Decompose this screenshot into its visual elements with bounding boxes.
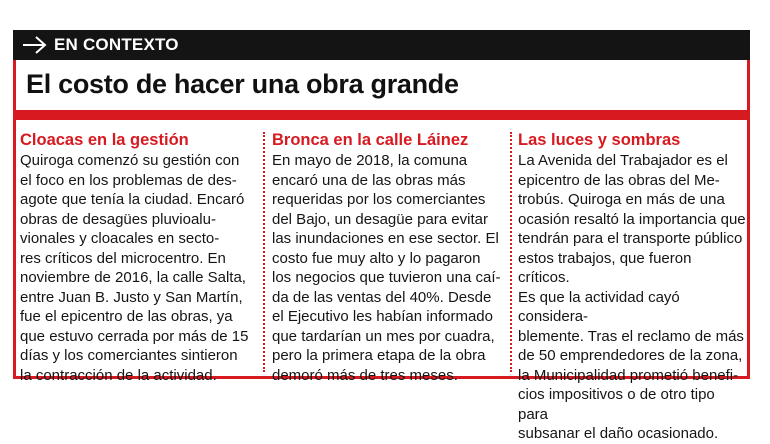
column-separator <box>510 132 512 372</box>
red-divider <box>16 110 747 120</box>
section-tag-label: EN CONTEXTO <box>54 35 179 54</box>
column-cloacas <box>20 130 260 385</box>
column-title: Las luces y sombras <box>518 131 681 149</box>
arrow-right-icon <box>22 34 48 56</box>
column-separator <box>263 132 265 372</box>
column-body: En mayo de 2018, la comuna encaró una de las obras más requeridas por los comerciantes del Bajo, un desagüe para evitar las inundaciones en ese sector. El costo fue muy alto y lo pagaron los negocios que tuvieron una caí- da de las ventas del 40%. Desde el Ejecutivo les habían informado que tardarían un mes por cuadra, pero la primera etapa de la obra demoró más de tres meses. <box>272 152 501 384</box>
column-title: Bronca en la calle Láinez <box>272 131 469 149</box>
column-title: Cloacas en la gestión <box>20 131 189 149</box>
column-lainez <box>272 130 510 385</box>
headline: El costo de hacer una obra grande <box>26 69 459 99</box>
column-body: Quiroga comenzó su gestión con el foco en los problemas de des- agote que tenía la ciudad. Encaró obras de desagües pluvioalu- vionales y cloacales en secto- res críticos del microcentro. En noviembre de 2016, la calle Salta, entre Juan B. Justo y San Martín, fue el epicentro de las obras, ya que estuvo cerrada por más de 15 días y los comerciantes sintieron la contracción de la actividad. <box>20 152 249 384</box>
column-luces-sombras <box>518 130 746 444</box>
column-body: La Avenida del Trabajador es el epicentro de las obras del Me- trobús. Quiroga en más de una ocasión resaltó la importancia que tendrán para el transporte público estos trabajos, que fueron críticos. Es que la actividad cayó considera- blemente. Tras el reclamo de más de 50 emprendedores de la zona, la Municipalidad prometió benefi- cios impositivos o de otro tipo para subsanar el daño ocasionado. <box>518 152 746 442</box>
